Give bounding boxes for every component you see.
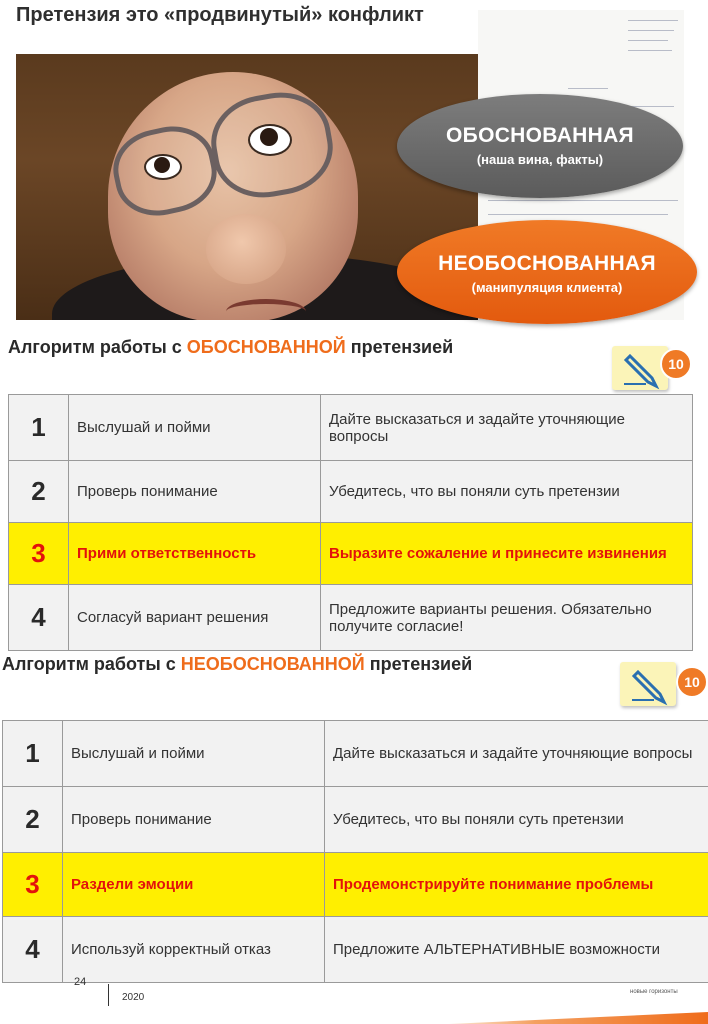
step-description: Дайте высказаться и задайте уточняющие вопросы (325, 721, 708, 787)
justified-claim-subtitle: (наша вина, факты) (476, 152, 604, 167)
unjustified-claim-ellipse (397, 220, 697, 324)
slide-title: Претензия это «продвинутый» конфликт (16, 4, 424, 26)
footer-divider (108, 984, 109, 1006)
table-row (3, 787, 708, 853)
section2-algorithm-table (2, 720, 708, 983)
step-number: 2 (9, 461, 69, 523)
section2-exercise-badge (620, 660, 706, 716)
table-row (3, 917, 708, 983)
section1-title-suffix: претензией (345, 337, 454, 357)
step-description: Дайте высказаться и задайте уточняющие вопросы (321, 395, 693, 461)
section2-title-suffix: претензией (364, 654, 473, 674)
justified-claim-ellipse (397, 94, 683, 198)
left-pupil (154, 157, 170, 173)
step-number: 4 (3, 917, 63, 983)
section2-badge-number: 10 (676, 666, 708, 698)
table-row-highlighted (9, 523, 693, 585)
step-description: Продемонстрируйте понимание проблемы (325, 853, 708, 917)
section1-algorithm-table (8, 394, 693, 651)
table-row (9, 461, 693, 523)
section2-title-prefix: Алгоритм работы с (2, 654, 181, 674)
step-action: Проверь понимание (69, 461, 321, 523)
step-number: 2 (3, 787, 63, 853)
table-row (9, 395, 693, 461)
step-action: Выслушай и пойми (69, 395, 321, 461)
unjustified-claim-subtitle: (манипуляция клиента) (471, 280, 623, 295)
table-row (9, 585, 693, 651)
nose-shape (206, 214, 286, 284)
step-action: Выслушай и пойми (63, 721, 325, 787)
justified-claim-title: ОБОСНОВАННАЯ (446, 124, 634, 147)
table-row (3, 721, 708, 787)
step-number: 3 (3, 853, 63, 917)
step-number: 1 (9, 395, 69, 461)
footer-year: 2020 (122, 992, 145, 1003)
step-description: Убедитесь, что вы поняли суть претензии (321, 461, 693, 523)
step-action: Используй корректный отказ (63, 917, 325, 983)
step-number: 3 (9, 523, 69, 585)
step-description: Убедитесь, что вы поняли суть претензии (325, 787, 708, 853)
step-number: 1 (3, 721, 63, 787)
footer-logo-text: новые горизонты (630, 989, 678, 995)
step-action: Прими ответственность (69, 523, 321, 585)
section2-title-accent: НЕОБОСНОВАННОЙ (180, 654, 365, 674)
page-number: 24 (74, 976, 87, 988)
section1-exercise-badge (612, 340, 698, 396)
step-description: Выразите сожаление и принесите извинения (321, 523, 693, 585)
section1-title-accent: ОБОСНОВАННОЙ (186, 337, 346, 357)
step-action: Согласуй вариант решения (69, 585, 321, 651)
pencil-note-icon (620, 662, 676, 706)
unjustified-claim-title: НЕОБОСНОВАННАЯ (438, 252, 656, 275)
step-action: Проверь понимание (63, 787, 325, 853)
step-description: Предложите АЛЬТЕРНАТИВНЫЕ возможности (325, 917, 708, 983)
step-description: Предложите варианты решения. Обязательно получите согласие! (321, 585, 693, 651)
step-number: 4 (9, 585, 69, 651)
section1-title-prefix: Алгоритм работы с (8, 337, 187, 357)
step-action: Раздели эмоции (63, 853, 325, 917)
section2-title (2, 654, 472, 675)
mouth-shape (226, 299, 306, 320)
table-row-highlighted (3, 853, 708, 917)
right-pupil (260, 128, 278, 146)
footer-orange-stripe (420, 1012, 708, 1024)
section1-badge-number: 10 (660, 348, 692, 380)
section1-title (8, 337, 453, 358)
